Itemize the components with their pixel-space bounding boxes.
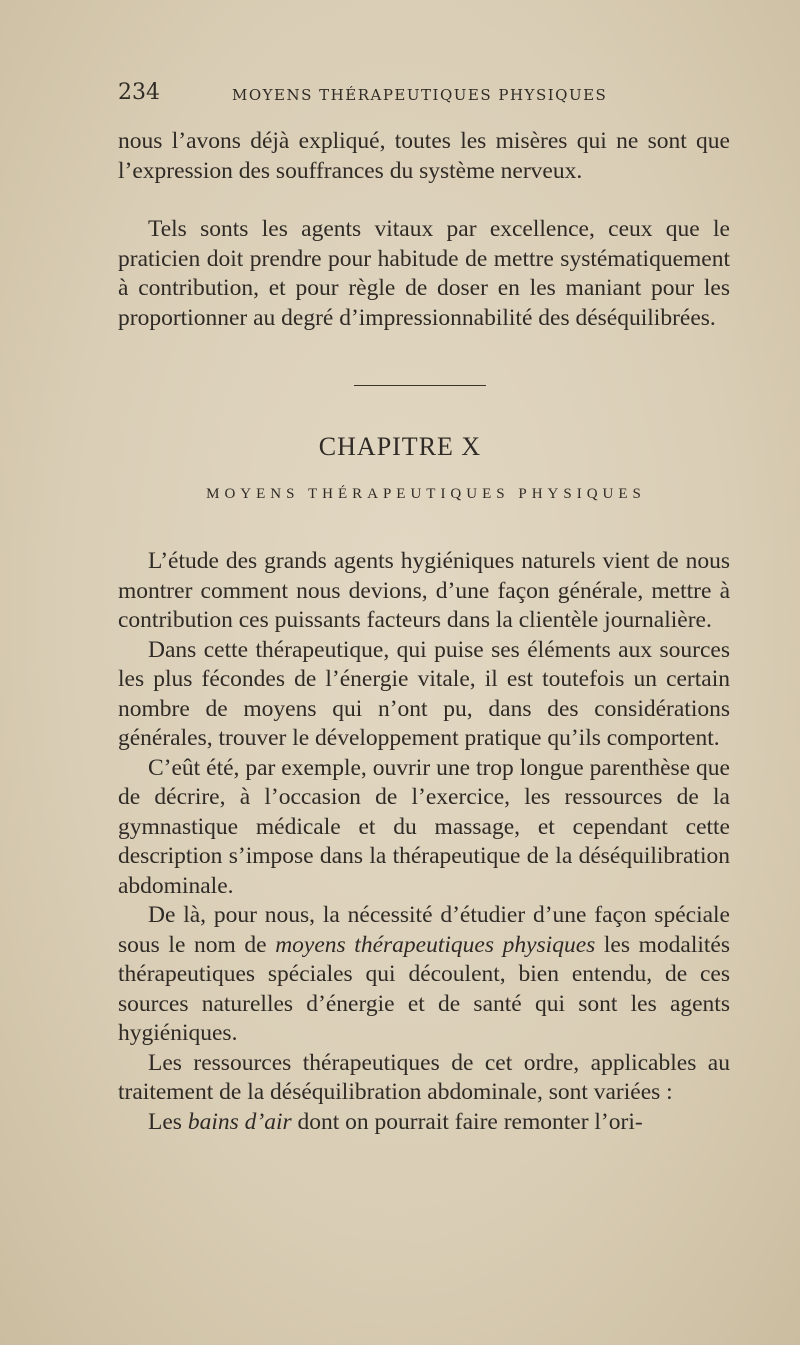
paragraph-6 <box>118 1108 730 1138</box>
running-head: MOYENS THÉRAPEUTIQUES PHYSIQUES <box>232 86 608 104</box>
paragraph-2: Dans cette thérapeutique, qui puise ses éléments aux sources les plus fécondes de l’énergie vitale, il est toutefois un certain nombre de moyens qui n’ont pu, dans des considérations générales, trouver le développement pratique qu’ils comportent. <box>118 636 730 751</box>
section-divider <box>354 385 486 386</box>
chapter-subtitle: MOYENS THÉRAPEUTIQUES PHYSIQUES <box>206 486 646 502</box>
main-text-block <box>118 547 730 1137</box>
paragraph-6-text-end: dont on pourrait faire remonter l’ori- <box>291 1108 643 1135</box>
top-text-block <box>118 127 730 333</box>
paragraph-4-italic: moyens thérapeutiques physiques <box>275 931 596 958</box>
paragraph-4-text: De là, pour nous, la nécessité d’étudier d’une façon spéciale sous le nom de <box>118 902 730 958</box>
paragraph-5: Les ressources thérapeutiques de cet ordre, applicables au traitement de la déséquilibration abdominale, sont variées : <box>118 1049 730 1105</box>
paragraph-continuation: nous l’avons déjà expliqué, toutes les misères qui ne sont que l’expression des souffrances du système nerveux. <box>118 128 730 184</box>
paragraph-6-italic: bains d’air <box>187 1108 292 1135</box>
page-header <box>118 80 730 114</box>
paragraph-1: L’étude des grands agents hygiéniques naturels vient de nous montrer comment nous devions, d’une façon générale, mettre à contribution ces puissants facteurs dans la clientèle journalière. <box>118 548 730 633</box>
paragraph-agents-vitaux: Tels sonts les agents vitaux par excellence, ceux que le praticien doit prendre pour habitude de mettre systématiquement à contribution, et pour règle de doser en les maniant pour les proportionner au degré d’impressionnabilité des déséquilibrées. <box>118 216 730 331</box>
chapter-title: CHAPITRE X <box>318 432 482 461</box>
paragraph-4 <box>118 901 730 1049</box>
paragraph-6-text: Les <box>148 1108 188 1135</box>
page-number: 234 <box>118 80 160 105</box>
paragraph-3: C’eût été, par exemple, ouvrir une trop longue parenthèse que de décrire, à l’occasion de l’exercice, les ressources de la gymnastique médicale et du massage, et cependant cette description s’impose dans la thérapeutique de la déséquilibration abdominale. <box>118 754 730 899</box>
paragraph-4-text-end: les modalités thérapeutiques spéciales qui découlent, bien entendu, de ces sources naturelles d’énergie et de santé qui sont les agents hygiéniques. <box>118 931 731 1046</box>
